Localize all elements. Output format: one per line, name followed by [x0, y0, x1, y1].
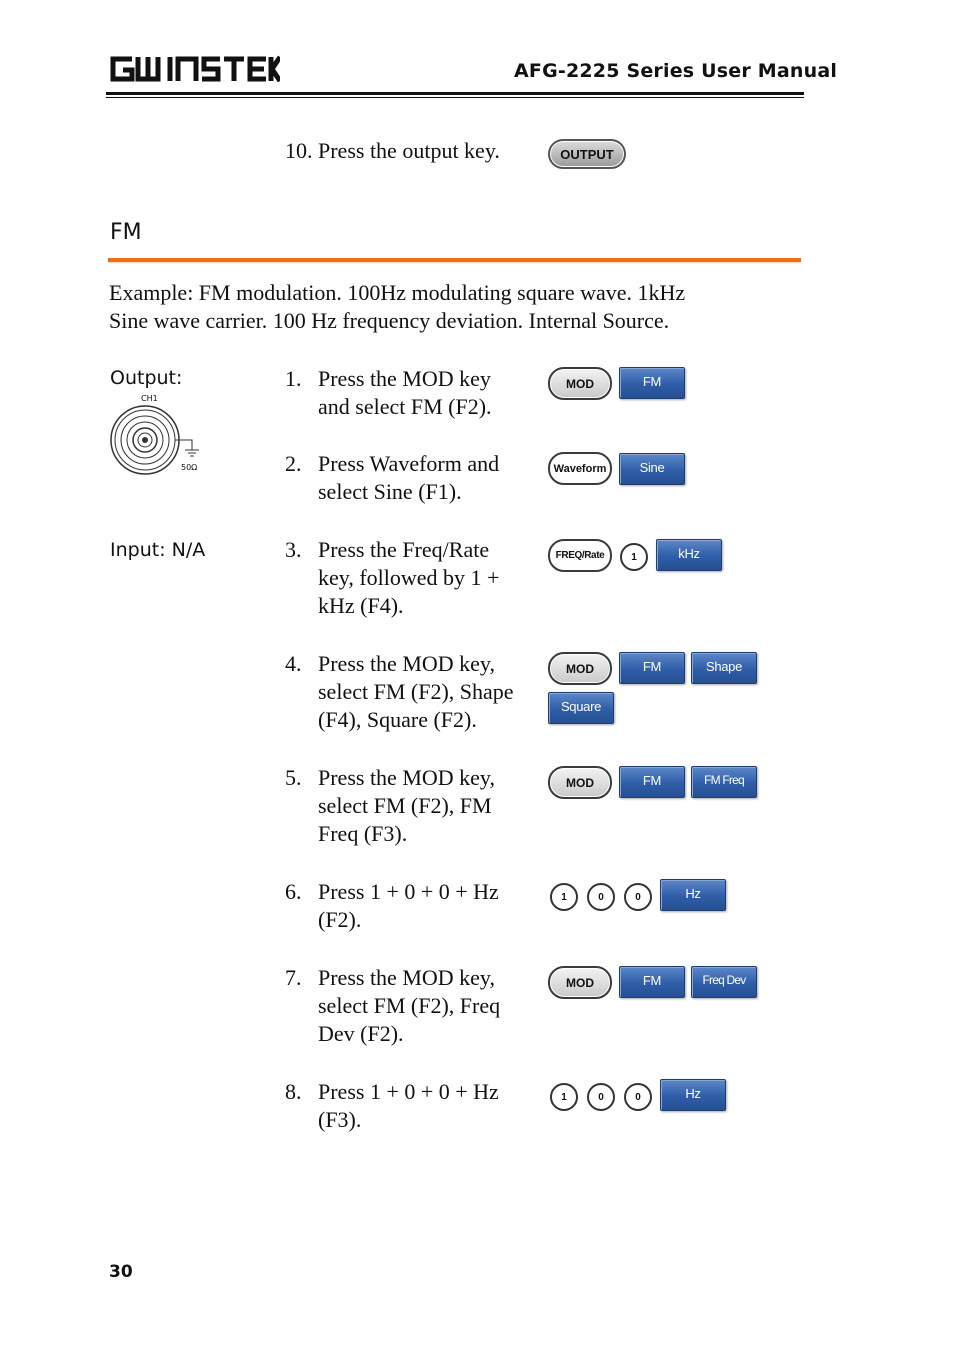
fm-freq-soft-key[interactable]: FM Freq [691, 766, 757, 798]
header-rule [106, 92, 804, 95]
step-1-number: 1. [285, 366, 302, 391]
step-1-line-1: Press the MOD key [318, 366, 491, 391]
digit-0-key[interactable]: 0 [624, 1083, 652, 1111]
step-2-number: 2. [285, 451, 302, 476]
step-5-text [318, 764, 538, 848]
freq-rate-key[interactable]: FREQ/Rate [548, 539, 612, 572]
bnc-connector-diagram [108, 394, 204, 478]
waveform-key[interactable]: Waveform [548, 452, 612, 485]
step-8-line-2: (F3). [318, 1107, 362, 1132]
step-5-line-1: Press the MOD key, [318, 765, 495, 790]
input-label: Input: N/A [110, 539, 206, 561]
sine-soft-key[interactable]: Sine [619, 453, 685, 485]
mod-key[interactable]: MOD [548, 966, 612, 999]
step-4-line-1: Press the MOD key, [318, 651, 495, 676]
step-2-line-2: select Sine (F1). [318, 479, 462, 504]
step-5-number: 5. [285, 765, 302, 790]
step-1-text [318, 365, 538, 421]
digit-0-key[interactable]: 0 [587, 1083, 615, 1111]
intro-line-2: Sine wave carrier. 100 Hz frequency deviation. Internal Source. [109, 308, 670, 333]
fm-soft-key[interactable]: FM [619, 766, 685, 798]
step-8-number: 8. [285, 1079, 302, 1104]
section-title: FM [110, 220, 142, 245]
bnc-impedance-label: 50Ω [181, 463, 198, 472]
digit-0-key[interactable]: 0 [624, 883, 652, 911]
digit-1-key[interactable]: 1 [550, 883, 578, 911]
step-5-line-3: Freq (F3). [318, 821, 408, 846]
step-7-number: 7. [285, 965, 302, 990]
step-7-line-1: Press the MOD key, [318, 965, 495, 990]
step-3-line-2: key, followed by 1 + [318, 565, 500, 590]
step-7-line-3: Dev (F2). [318, 1021, 404, 1046]
step-6-text [318, 878, 538, 934]
step-6-number: 6. [285, 879, 302, 904]
shape-soft-key[interactable]: Shape [691, 652, 757, 684]
step-4-line-3: (F4), Square (F2). [318, 707, 477, 732]
page-number: 30 [109, 1262, 133, 1282]
header-rule-thin [106, 97, 804, 98]
section-rule [108, 258, 801, 262]
step-6-line-1: Press 1 + 0 + 0 + Hz [318, 879, 499, 904]
hz-soft-key[interactable]: Hz [660, 1079, 726, 1111]
digit-1-key[interactable]: 1 [550, 1083, 578, 1111]
hz-soft-key[interactable]: Hz [660, 879, 726, 911]
step-3-line-3: kHz (F4). [318, 593, 404, 618]
step-7-text [318, 964, 538, 1048]
step-8-text [318, 1078, 538, 1134]
step-1-line-2: and select FM (F2). [318, 394, 492, 419]
step-4-line-2: select FM (F2), Shape [318, 679, 514, 704]
digit-0-key[interactable]: 0 [587, 883, 615, 911]
intro-line-1: Example: FM modulation. 100Hz modulating square wave. 1kHz [109, 280, 686, 305]
mod-key[interactable]: MOD [548, 766, 612, 799]
step-2-text [318, 450, 538, 506]
output-key[interactable]: OUTPUT [548, 139, 626, 169]
manual-title: AFG-2225 Series User Manual [514, 60, 838, 82]
fm-soft-key[interactable]: FM [619, 652, 685, 684]
step-3-text [318, 536, 538, 620]
output-label: Output: [110, 367, 183, 389]
khz-soft-key[interactable]: kHz [656, 539, 722, 571]
freq-dev-soft-key[interactable]: Freq Dev [691, 966, 757, 998]
step-10-text: Press the output key. [318, 138, 500, 163]
fm-soft-key[interactable]: FM [619, 966, 685, 998]
step-3-line-1: Press the Freq/Rate [318, 537, 490, 562]
step-6-line-2: (F2). [318, 907, 362, 932]
step-4-text [318, 650, 538, 734]
step-7-line-2: select FM (F2), Freq [318, 993, 501, 1018]
step-8-line-1: Press 1 + 0 + 0 + Hz [318, 1079, 499, 1104]
step-2-line-1: Press Waveform and [318, 451, 500, 476]
mod-key[interactable]: MOD [548, 652, 612, 685]
step-5-line-2: select FM (F2), FM [318, 793, 492, 818]
fm-soft-key[interactable]: FM [619, 367, 685, 399]
step-10-number: 10. [285, 138, 313, 163]
mod-key[interactable]: MOD [548, 367, 612, 400]
bnc-channel-label: CH1 [141, 394, 158, 403]
step-4-number: 4. [285, 651, 302, 676]
gw-instek-logo [108, 52, 280, 86]
square-soft-key[interactable]: Square [548, 692, 614, 724]
step-3-number: 3. [285, 537, 302, 562]
digit-1-key[interactable]: 1 [620, 543, 648, 571]
